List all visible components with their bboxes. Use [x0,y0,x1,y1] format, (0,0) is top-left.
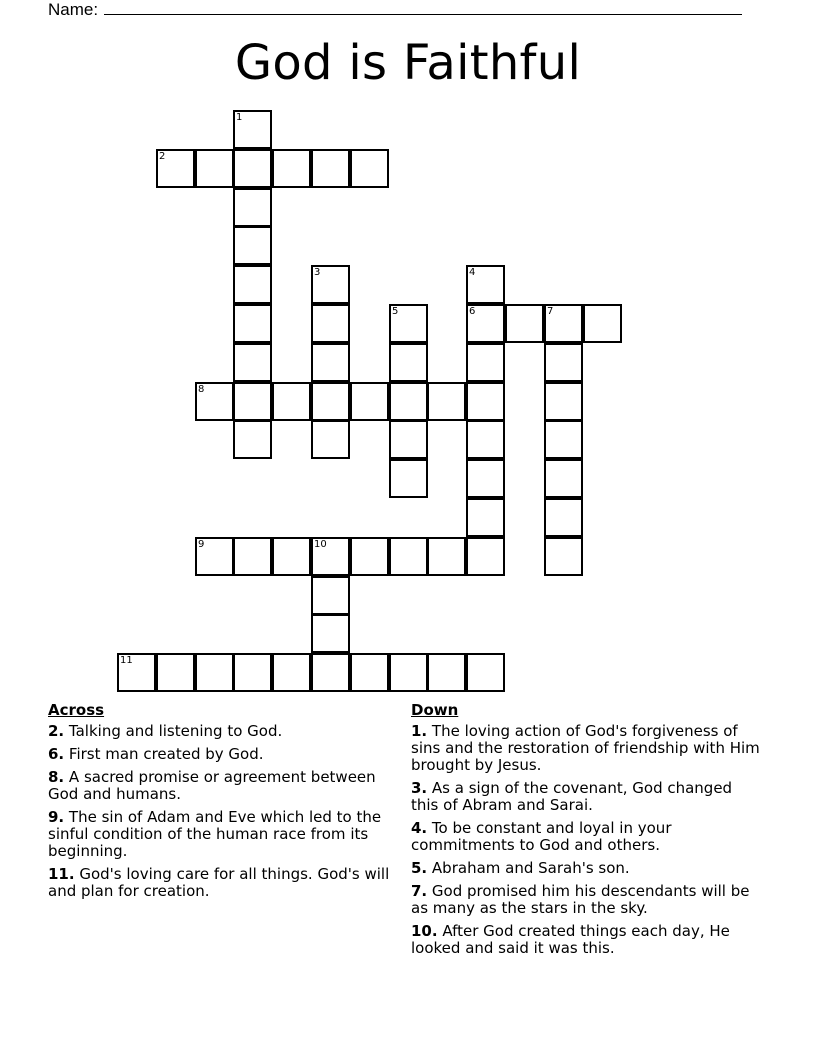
grid-cell[interactable] [311,653,350,692]
grid-cell[interactable] [466,653,505,692]
grid-cell[interactable] [544,343,583,382]
grid-cell[interactable] [117,653,156,692]
clue-num: 2. [48,722,65,740]
grid-cell[interactable] [311,537,350,576]
grid-cell[interactable] [466,382,505,421]
clue-text: To be constant and loyal in your commitments to God and others. [411,819,672,854]
grid-cell[interactable] [544,304,583,343]
clue-text: The loving action of God's forgiveness of sins and the restoration of friendship with Him brought by Jesus. [411,722,760,774]
grid-cell[interactable] [195,382,234,421]
clue-text: The sin of Adam and Eve which led to the sinful condition of the human race from its beginning. [48,808,382,860]
clue-text: God's loving care for all things. God's will and plan for creation. [48,865,390,900]
grid-cell[interactable] [466,537,505,576]
grid-cell[interactable] [311,576,350,615]
grid-cell[interactable] [466,265,505,304]
clue-number: 7 [547,306,554,317]
clue-text: God promised him his descendants will be as many as the stars in the sky. [411,882,750,917]
grid-cell[interactable] [350,653,389,692]
clue-text: Abraham and Sarah's son. [431,859,630,877]
grid-cell[interactable] [389,304,428,343]
clue-num: 8. [48,768,65,786]
down-clues [411,702,761,963]
grid-cell[interactable] [233,265,272,304]
down-heading: Down [411,701,459,719]
grid-cell[interactable] [389,420,428,459]
grid-cell[interactable] [272,653,311,692]
grid-cell[interactable] [389,459,428,498]
grid-cell[interactable] [195,149,234,188]
grid-cell[interactable] [311,304,350,343]
grid-cell[interactable] [427,537,466,576]
clue-number: 3 [314,267,321,278]
grid-cell[interactable] [233,110,272,149]
grid-cell[interactable] [466,420,505,459]
grid-cell[interactable] [427,653,466,692]
grid-cell[interactable] [233,226,272,265]
clue-text: After God created things each day, He looked and said it was this. [411,922,730,957]
clue-num: 4. [411,819,428,837]
down-clue-list [411,723,761,957]
across-clue [48,866,404,900]
grid-cell[interactable] [544,420,583,459]
clue-num: 6. [48,745,65,763]
across-clue [48,746,404,763]
name-label: Name: [48,0,99,19]
clue-text: First man created by God. [68,745,264,763]
grid-cell[interactable] [350,537,389,576]
grid-cell[interactable] [350,382,389,421]
clue-text: A sacred promise or agreement between God and humans. [48,768,376,803]
across-clue [48,769,404,803]
grid-cell[interactable] [233,149,272,188]
grid-cell[interactable] [233,304,272,343]
grid-cell[interactable] [389,653,428,692]
grid-cell[interactable] [544,459,583,498]
clue-number: 9 [198,539,205,550]
grid-cell[interactable] [233,343,272,382]
grid-cell[interactable] [389,343,428,382]
clue-num: 7. [411,882,428,900]
grid-cell[interactable] [466,498,505,537]
grid-cell[interactable] [544,537,583,576]
clue-num: 3. [411,779,428,797]
grid-cell[interactable] [156,653,195,692]
grid-cell[interactable] [195,653,234,692]
grid-cell[interactable] [272,149,311,188]
grid-cell[interactable] [427,382,466,421]
across-clue [48,809,404,860]
grid-cell[interactable] [311,149,350,188]
grid-cell[interactable] [505,304,544,343]
grid-cell[interactable] [466,343,505,382]
grid-cell[interactable] [544,498,583,537]
down-clue [411,860,761,877]
clue-number: 2 [159,151,166,162]
grid-cell[interactable] [311,382,350,421]
grid-cell[interactable] [466,459,505,498]
grid-cell[interactable] [544,382,583,421]
down-clue [411,723,761,774]
grid-cell[interactable] [583,304,622,343]
grid-cell[interactable] [311,614,350,653]
across-clues [48,702,404,906]
grid-cell[interactable] [233,188,272,227]
grid-cell[interactable] [233,420,272,459]
grid-cell[interactable] [389,537,428,576]
clue-number: 8 [198,384,205,395]
down-clue [411,923,761,957]
across-heading: Across [48,701,105,719]
down-clue [411,780,761,814]
grid-cell[interactable] [311,343,350,382]
clue-number: 6 [469,306,476,317]
clue-num: 5. [411,859,428,877]
grid-cell[interactable] [311,420,350,459]
puzzle-title: God is Faithful [234,35,582,91]
clue-text: As a sign of the covenant, God changed this of Abram and Sarai. [411,779,733,814]
clue-number: 4 [469,267,476,278]
grid-cell[interactable] [195,537,234,576]
clue-num: 11. [48,865,75,883]
clue-num: 9. [48,808,65,826]
down-clue [411,820,761,854]
grid-cell[interactable] [272,382,311,421]
grid-cell[interactable] [350,149,389,188]
across-clue-list [48,723,404,900]
across-clue [48,723,404,740]
grid-cell[interactable] [389,382,428,421]
clue-text: Talking and listening to God. [68,722,283,740]
grid-cell[interactable] [156,149,195,188]
clue-number: 5 [392,306,399,317]
grid-cell[interactable] [272,537,311,576]
clue-number: 11 [120,655,133,666]
grid-cell[interactable] [233,653,272,692]
grid-cell[interactable] [466,304,505,343]
grid-cell[interactable] [311,265,350,304]
clue-number: 1 [236,112,243,123]
down-clue [411,883,761,917]
grid-cell[interactable] [233,382,272,421]
clue-num: 10. [411,922,438,940]
clue-number: 10 [314,539,327,550]
clue-num: 1. [411,722,428,740]
grid-cell[interactable] [233,537,272,576]
